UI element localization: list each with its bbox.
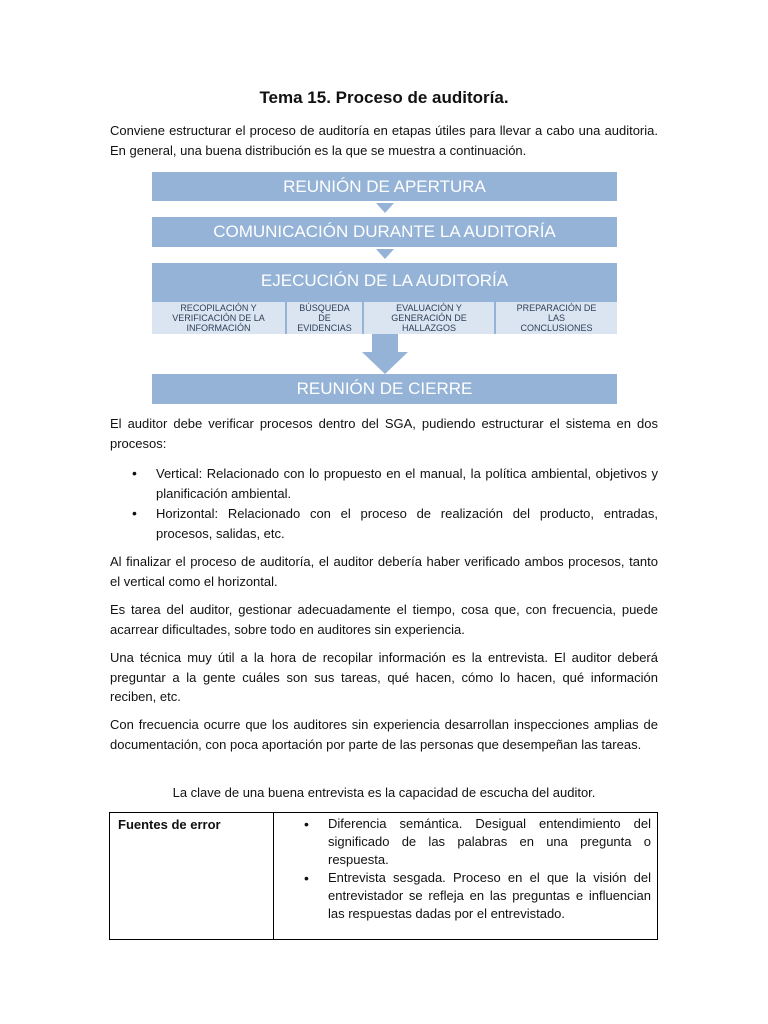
paragraph-documentation: Con frecuencia ocurre que los auditores sin experiencia desarrollan inspecciones amplias de documentación, con poca aportación por parte de las personas que desempeñan las tareas. xyxy=(110,717,658,752)
error-list xyxy=(274,813,657,923)
intro-paragraph: Conviene estructurar el proceso de auditoría en etapas útiles para llevar a cabo una auditoria. En general, una buena distribución es la que se muestra a continuación. xyxy=(110,123,658,158)
execution-substages xyxy=(152,302,617,334)
paragraph-listening: La clave de una buena entrevista es la capacidad de escucha del auditor. xyxy=(172,785,596,800)
substage-conclusions: PREPARACIÓN DE LAS CONCLUSIONES xyxy=(496,302,617,334)
arrow-down-icon xyxy=(376,249,394,259)
substage-findings: EVALUACIÓN Y GENERACIÓN DE HALLAZGOS xyxy=(364,302,494,334)
paragraph-sga: El auditor debe verificar procesos dentro del SGA, pudiendo estructurar el sistema en dos procesos: xyxy=(110,416,658,451)
error-item-biased: • Entrevista sesgada. Proceso en el que la visión del entrevistador se refleja en las preguntas e influencian las respuestas dadas por el entrevistado. xyxy=(274,869,651,923)
table-content-cell xyxy=(274,813,657,939)
paragraph-time: Es tarea del auditor, gestionar adecuadamente el tiempo, cosa que, con frecuencia, puede acarrear dificultades, sobre todo en auditores sin experiencia. xyxy=(110,602,658,637)
table-header-label: Fuentes de error xyxy=(118,817,221,832)
substage-evidence-search: BÚSQUEDA DE EVIDENCIAS xyxy=(287,302,362,334)
process-list xyxy=(110,464,658,544)
audit-process-diagram xyxy=(152,172,617,404)
paragraph-conclusion: Al finalizar el proceso de auditoría, el auditor debería haber verificado ambos procesos, tanto el vertical como el horizontal. xyxy=(110,554,658,589)
stage-closing-meeting: REUNIÓN DE CIERRE xyxy=(152,374,617,404)
stage-communication: COMUNICACIÓN DURANTE LA AUDITORÍA xyxy=(152,217,617,247)
stage-opening-meeting: REUNIÓN DE APERTURA xyxy=(152,172,617,201)
stage-execution-label: EJECUCIÓN DE LA AUDITORÍA xyxy=(260,271,509,290)
large-arrow-stem xyxy=(372,334,398,352)
paragraph-interview: Una técnica muy útil a la hora de recopilar información es la entrevista. El auditor deberá preguntar a la gente cuáles son sus tareas, qué hacen, cómo lo hacen, qué información reciben, etc. xyxy=(110,650,658,704)
table-header-cell xyxy=(110,813,274,939)
large-arrow-down-icon xyxy=(362,352,408,374)
page-title: Tema 15. Proceso de auditoría. xyxy=(259,88,509,107)
error-item-semantic: • Diferencia semántica. Desigual entendimiento del significado de las palabras en una pregunta o respuesta. xyxy=(274,815,651,869)
list-item-vertical: • Vertical: Relacionado con lo propuesto en el manual, la política ambiental, objetivos y planificación ambiental. xyxy=(110,464,658,503)
substage-info-collection: RECOPILACIÓN Y VERIFICACIÓN DE LA INFORMACIÓN xyxy=(152,302,285,334)
arrow-down-icon xyxy=(376,203,394,213)
list-item-horizontal: • Horizontal: Relacionado con el proceso de realización del producto, entradas, procesos, salidas, etc. xyxy=(110,504,658,543)
error-sources-table xyxy=(109,812,658,940)
